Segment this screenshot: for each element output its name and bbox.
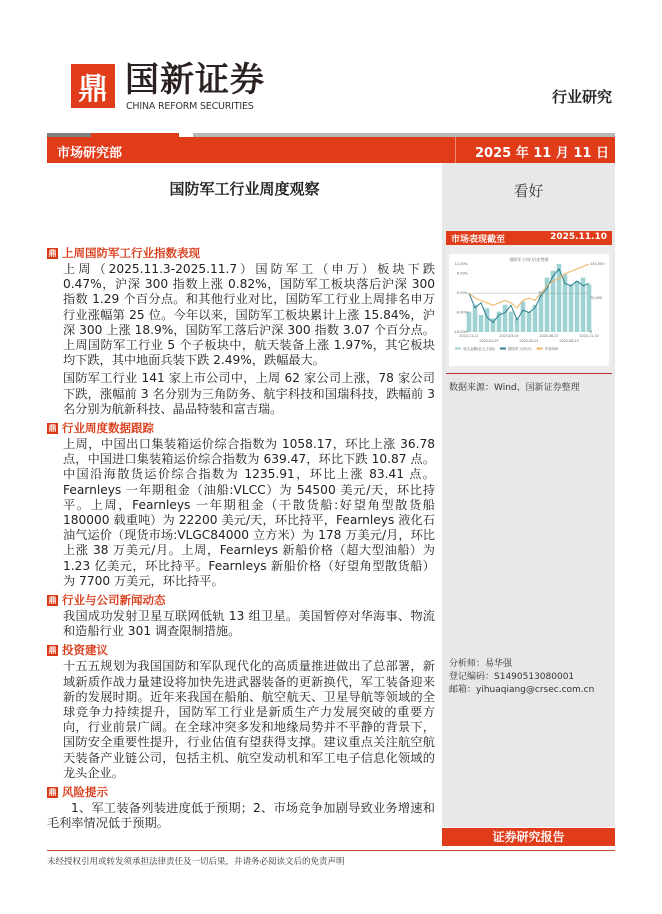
rating: 看好 [513, 182, 544, 200]
disclaimer: 未经授权引用或转发须承担法律责任及一切后果，并请务必阅读文后的免责声明 [47, 857, 345, 867]
paragraph: 我国成功发射卫星互联网低轨 13 组卫星。美国暂停对华海事、物流和造船行业 301 调查限制措施。 [63, 609, 435, 639]
y-tick-label: 8.00% [456, 271, 468, 276]
brand-name-en: CHINA REFORM SECURITIES [126, 101, 254, 112]
x-tick-label: 2024-11-11 [459, 334, 479, 338]
section-heading [47, 643, 437, 658]
section-heading [47, 593, 437, 608]
y2-tick-label: 140,000 [590, 262, 605, 266]
section [47, 246, 437, 417]
paragraph: 上周（2025.11.3-2025.11.7）国防军工（申万）板块下跌 0.47%，沪深 300 指数上涨 0.82%，国防军工板块落后沪深 300 指数 1.29 个百分点。和其他行业对比，国防军工行业上周排名申万行业涨幅第 25 位。今年以来，国防军工板块累计上涨 15.84%，沪深 300 上涨 18.9%，国防军工落后沪深 300 指数 3.07 个百分点。上周国防军工行业 5 个子板块中，航天装备上涨 1.97%，其它板块均下跌，其中地面兵装下跌 2.49%，跌幅最大。 [63, 262, 435, 368]
paragraph: 国防军工行业 141 家上市公司中，上周 62 家公司上涨，78 家公司下跌，涨幅前 3 名分别为三角防务、航宇科技和国瑞科技，跌幅前 3 名分别为航新科技、晶品特装和富吉瑞。 [63, 371, 435, 416]
section-title: 行业周度数据跟踪 [62, 421, 154, 436]
logo-icon: 鼎 [48, 249, 57, 258]
volume-bar [473, 305, 478, 332]
volume-bar [569, 284, 574, 332]
chart [449, 254, 609, 366]
chart-svg [449, 254, 609, 366]
volume-bar [521, 301, 526, 332]
x-tick-label: 2025-03-05 [499, 334, 519, 338]
section-title: 行业与公司新闻动态 [62, 593, 166, 608]
x-tick-label: 2025-05-01 [519, 339, 539, 343]
report-date: 2025 年 11 月 11 日 [475, 146, 609, 161]
legend-label: 沪深300 [544, 347, 559, 351]
divider [47, 850, 615, 851]
analyst-email[interactable]: 邮箱：yihuaqiang@crsec.com.cn [449, 685, 595, 695]
section-title: 上周国防军工行业指数表现 [62, 246, 200, 260]
main-content [47, 246, 437, 846]
section [47, 421, 437, 589]
page-title: 国防军工行业周度观察 [169, 180, 320, 198]
logo-icon: 鼎 [48, 596, 57, 606]
section-heading [47, 785, 437, 800]
paragraph: 1、军工装备列装进度低于预期；2、市场竞争加剧导致业务增速和毛利率情况低于预期。 [47, 801, 435, 831]
logo-icon: 鼎 [48, 788, 57, 798]
legend-swatch [500, 348, 506, 350]
x-tick-label: 2025-06-27 [539, 334, 559, 338]
chart-source: 数据来源：Wind、国新证券整理 [449, 383, 580, 393]
y2-tick-label: 0 [590, 330, 593, 334]
chart-header [446, 231, 612, 245]
section-title: 风险提示 [62, 785, 108, 800]
section [47, 593, 437, 639]
legend-label: 国防军工(申万) [507, 347, 532, 351]
legend-label: 成交金额(亿元,右轴) [463, 347, 495, 351]
legend-swatch [537, 348, 543, 350]
volume-bar [503, 305, 508, 332]
section [47, 785, 437, 831]
volume-bar [485, 308, 490, 332]
volume-bar [527, 312, 532, 332]
paragraph: 十五五规划为我国国防和军队现代化的高质量推进做出了总部署，新域新质作战力量建设将加快先进武器装备的更新换代，军工装备迎来新的发展时期。近年来我国在船舶、航空航天、卫星导航等领域的全球竞争力持续提升，国防军工行业是新质生产力发展突破的重要方向，行业前景广阔。在全球冲突多发和地缘局势并不平静的背景下，国防安全重要性提升，行业估值有望获得支撑。建议重点关注航空航天装备产业链公司，包括主机、航空发动机和军工电子信息化领域的龙头企业。 [63, 659, 435, 780]
y-tick-label: 12.00% [454, 262, 468, 266]
doc-type: 行业研究 [551, 88, 612, 106]
section-heading [47, 421, 437, 436]
volume-bar [479, 315, 484, 332]
y2-tick-label: 70,000 [590, 296, 603, 300]
report-label: 证券研究报告 [442, 828, 615, 846]
volume-bar [539, 291, 544, 332]
brand-name: 国新证券 [125, 60, 265, 100]
paragraph: 上周，中国出口集装箱运价综合指数为 1058.17，环比上涨 36.78 点，中国进口集装箱运价综合指数为 639.47，环比下跌 10.87 点。中国沿海散货运价综合指数为 1235.91，环比上涨 83.41 点。Fearnleys 一年期租金（油船:VLCC）为 54500 美元/天，环比持平。上周，Fearnleys 一年期租金（干散货船:好望角型散货船 180000 载重吨）为 22200 美元/天，环比持平，Fearnleys 液化石油气运价（现货市场:VLGC84000 立方米）为 178 万美元/月，环比上涨 38 万美元/月。上周，Fearnleys 新船价格（超大型油船）为 1.23 亿美元，环比持平。Fearnleys 新船价格（好望角型散货船）为 7700 万美元，环比持平。 [63, 437, 435, 588]
volume-bar [587, 284, 592, 332]
divider [455, 137, 456, 163]
x-tick-label: 2025-11-10 [579, 334, 599, 338]
header-band [47, 137, 615, 163]
divider [446, 373, 612, 374]
legend-swatch [455, 348, 461, 350]
department: 市场研究部 [57, 146, 123, 161]
section [47, 643, 437, 781]
x-tick-label: 2025-08-23 [559, 339, 579, 343]
analyst-name: 分析师：易华强 [449, 659, 513, 669]
volume-bar [557, 264, 562, 332]
logo-mark: 鼎 [71, 64, 115, 108]
chart-header-date: 2025.11.10 [550, 232, 607, 242]
y-tick-label: 0.00% [456, 291, 468, 296]
section-heading [47, 246, 437, 261]
y-tick-label: -16.00% [453, 330, 468, 334]
y-tick-label: -8.00% [455, 310, 468, 315]
volume-bar [467, 312, 472, 332]
chart-header-label: 市场表现截至 [451, 235, 506, 245]
x-tick-label: 2025-01-07 [479, 339, 499, 343]
volume-bar [575, 281, 580, 332]
section-title: 投资建议 [62, 643, 108, 658]
logo-icon: 鼎 [48, 646, 57, 656]
chart-title: 国防军工(申万)走势图 [509, 257, 549, 262]
analyst-reg-no: 登记编码：S1490513080001 [449, 672, 575, 682]
logo-icon: 鼎 [48, 424, 57, 434]
volume-bar [509, 312, 514, 332]
